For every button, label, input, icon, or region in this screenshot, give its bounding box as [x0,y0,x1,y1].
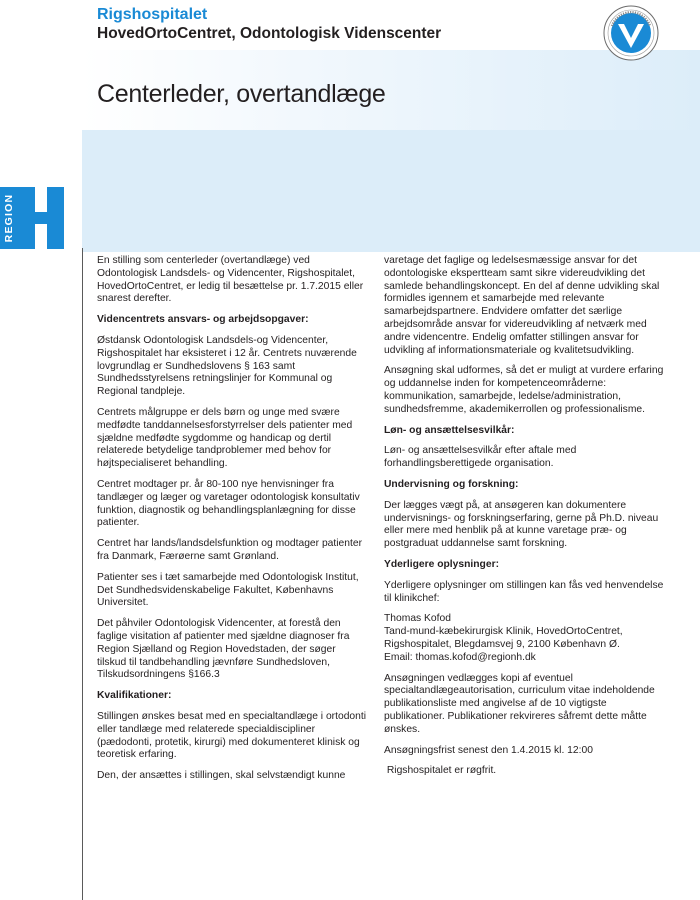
contact-clinic: Tand-mund-kæbekirurgisk Klinik, HovedOrtoCentret, [384,626,623,638]
duties-heading: Videncentrets ansvars- og arbejdsopgaver: [97,314,309,326]
salary-paragraph: Løn- og ansættelsesvilkår efter aftale med forhandlingsberettigede organisation. [384,445,577,470]
responsibility-continued: varetage det faglige og ledelsesmæssige ansvar for det odontologiske ekspertteam samt sikre videreudvikling det samlede behandlingskoncept. En del af denne udvikling skal formidles igennem et samarbejde med relevante samarbejdspartnere. Endvidere omfatter det særlige arbejdsområde ansvar for videreudvikling af netværk med andre videncentre. Endelig omfatter stillingen ansvar for udvikling af informationsmateriale og kvalitetsudvikling. [384,255,660,356]
qualifications-heading: Kvalifikationer: [97,690,172,702]
info-heading: Yderligere oplysninger: [384,558,500,570]
page-title: Centerleder, overtandlæge [97,80,386,108]
region-label: REGION [3,193,15,243]
intro-paragraph: En stilling som centerleder (overtandlæge) ved Odontologisk Landsdels- og Videncenter, Rigshospitalet, HovedOrtoCentret, er ledig til besættelse pr. 1.7.2015 eller snarest derefter. [97,255,364,305]
smoke-free-text: Rigshospitalet er røgfrit. [384,765,497,777]
duties-paragraph-3: Centret modtager pr. år 80-100 nye henvisninger fra tandlæger og læger og varetager odontologisk konsultativ funktion, diagnostik og behandlingsplanlægning for disse patienter. [97,478,360,529]
left-column [97,255,367,791]
org-name: Rigshospitalet [97,6,208,23]
duties-paragraph-1: Østdansk Odontologisk Landsdels-og Videncenter, Rigshospitalet har eksisteret i 12 år. Centrets nuværende lovgrundlag er Sundhedslovens § 163 samt Sundhedsstyrelsens retningslinjer for Kommunal og Regional tandpleje. [97,334,357,398]
left-margin-rule [82,248,83,900]
teaching-heading: Undervisning og forskning: [384,478,519,490]
duties-paragraph-4: Centret har lands/landsdelsfunktion og modtager patienter fra Danmark, Færøerne samt Grønland. [97,538,363,562]
department-name: HovedOrtoCentret, Odontologisk Videnscenter [97,25,442,42]
qualifications-paragraph: Stillingen ønskes besat med en specialtandlæge i ortodonti eller tandlæge med relaterede specialdiscipliner (pædodonti, protetik, kirurgi) med dokumenteret klinisk og teoretisk erfaring. [97,710,367,761]
salary-heading: Løn- og ansættelsesvilkår: [384,424,515,436]
attachments-paragraph: Ansøgningen vedlægges kopi af eventuel specialtandlægeautorisation, curriculum vitae indeholdende publikationsliste med angivelse af de 10 vigtigste publikationer. Publikationer rekvireres såfremt dette måtte ønskes. [384,672,655,735]
seal-logo-icon [602,4,660,62]
contact-email[interactable]: Email: thomas.kofod@regionh.dk [384,651,536,663]
duties-paragraph-5: Patienter ses i tæt samarbejde med Odontologisk Institut, Det Sundhedsvidenskabelige Fakultet, Københavns Universitet. [97,571,359,609]
contact-name: Thomas Kofod [384,613,451,625]
right-column [384,255,670,786]
info-paragraph: Yderligere oplysninger om stillingen kan fås ved henvendelse til klinikchef: [384,579,664,604]
duties-paragraph-2: Centrets målgruppe er dels børn og unge med svære medfødte tanddannelsesforstyrrelser dels patienter med sjældne medfødte sygdomme og handicap og dertil relaterede betydelige tandproblemer med behov for højtspecialiseret behandling. [97,406,353,470]
teaching-paragraph: Der lægges vægt på, at ansøgeren kan dokumentere undervisnings- og forskningserfaring, gerne på Ph.D. niveau eller mere med henblik på at kunne varetage præ- og postgraduat uddannelse samt forskning. [384,499,659,550]
deadline-text: Ansøgningsfrist senest den 1.4.2015 kl. 12:00 [384,744,593,756]
contact-address: Rigshospitalet, Blegdamsvej 9, 2100 København Ø. [384,638,620,650]
duties-paragraph-6: Det påhviler Odontologisk Videncenter, at forestå den faglige visitation af patienter med sjældne diagnoser fra Region Sjælland og Region Hovedstaden, der søger tilskud til tandbehandling jævnføre Sundhedsloven, Tilskudsordningens §166.3 [97,618,350,681]
responsibility-paragraph: Den, der ansættes i stillingen, skal selvstændigt kunne [97,770,346,782]
application-paragraph: Ansøgning skal udformes, så det er muligt at vurdere erfaring og uddannelse inden for kompetenceområderne: kommunikation, samarbejde, ledelse/administration, sundhedsfremme, akademikerrollen og professionalisme. [384,365,664,415]
region-h-logo-icon [18,187,64,249]
